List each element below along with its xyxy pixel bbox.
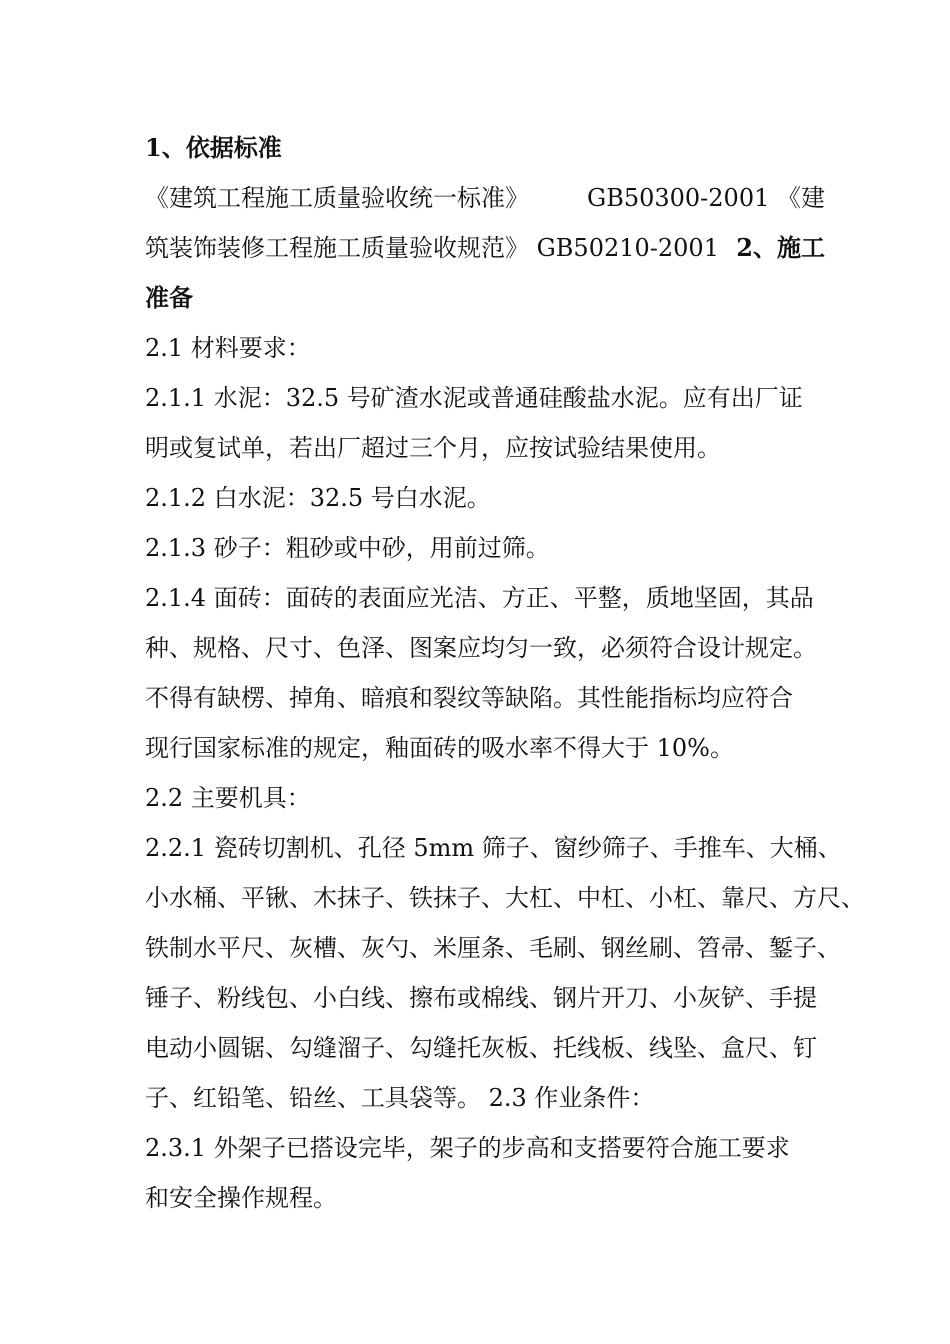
standard-decoration-code: 筑装饰装修工程施工质量验收规范》 GB50210-2001 <box>145 234 719 262</box>
section-2-2-1-line-4: 锤子、粉线包、小白线、擦布或棉线、钢片开刀、小灰铲、手提 <box>145 984 817 1012</box>
section-2-2-1-line-3: 铁制水平尺、灰槽、灰勺、米厘条、毛刷、钢丝刷、笤帚、錾子、 <box>145 934 841 962</box>
section-2-1-3: 2.1.3 砂子：粗砂或中砂，用前过筛。 <box>145 534 550 562</box>
section-2-2-1-line-6: 子、红铅笔、铅丝、工具袋等。 2.3 作业条件： <box>145 1084 655 1112</box>
section-2-1-1-line-2: 明或复试单，若出厂超过三个月，应按试验结果使用。 <box>145 434 721 462</box>
section-2-2-1-line-1: 2.2.1 瓷砖切割机、孔径 5mm 筛子、窗纱筛子、手推车、大桶、 <box>145 834 842 862</box>
section-2-3-1-line-2: 和安全操作规程。 <box>145 1184 337 1212</box>
standards-line-1 <box>145 183 825 213</box>
section-2-1-title: 2.1 材料要求： <box>145 334 311 362</box>
section-2-1-2: 2.1.2 白水泥：32.5 号白水泥。 <box>145 484 491 512</box>
section-2-1-4-line-2: 种、规格、尺寸、色泽、图案应均匀一致，必须符合设计规定。 <box>145 634 817 662</box>
section-2-1-4-line-1: 2.1.4 面砖：面砖的表面应光洁、方正、平整，质地坚固，其品 <box>145 584 814 612</box>
section-2-1-4-line-4: 现行国家标准的规定，釉面砖的吸水率不得大于 10%。 <box>145 734 734 762</box>
standards-line-2 <box>145 233 825 263</box>
section-2-1-1-line-1: 2.1.1 水泥：32.5 号矿渣水泥或普通硅酸盐水泥。应有出厂证 <box>145 384 803 412</box>
section-2-3-1-line-1: 2.3.1 外架子已搭设完毕，架子的步高和支搭要符合施工要求 <box>145 1134 790 1162</box>
section-2-2-1-line-2: 小水桶、平锹、木抹子、铁抹子、大杠、中杠、小杠、靠尺、方尺、 <box>145 884 865 912</box>
standard-code-gb50300: GB50300-2001 《建 <box>587 184 825 212</box>
standard-name-unified: 《建筑工程施工质量验收统一标准》 <box>145 184 529 212</box>
heading-construction-prep-part2: 准备 <box>145 283 193 312</box>
section-2-1-4-line-3: 不得有缺楞、掉角、暗痕和裂纹等缺陷。其性能指标均应符合 <box>145 684 793 712</box>
section-2-2-1-line-5: 电动小圆锯、勾缝溜子、勾缝托灰板、托线板、线坠、盒尺、钉 <box>145 1034 817 1062</box>
heading-construction-prep-part1: 2、施工 <box>736 233 825 262</box>
section-2-2-title: 2.2 主要机具： <box>145 784 311 812</box>
heading-basis-standards: 1、依据标准 <box>145 133 282 162</box>
